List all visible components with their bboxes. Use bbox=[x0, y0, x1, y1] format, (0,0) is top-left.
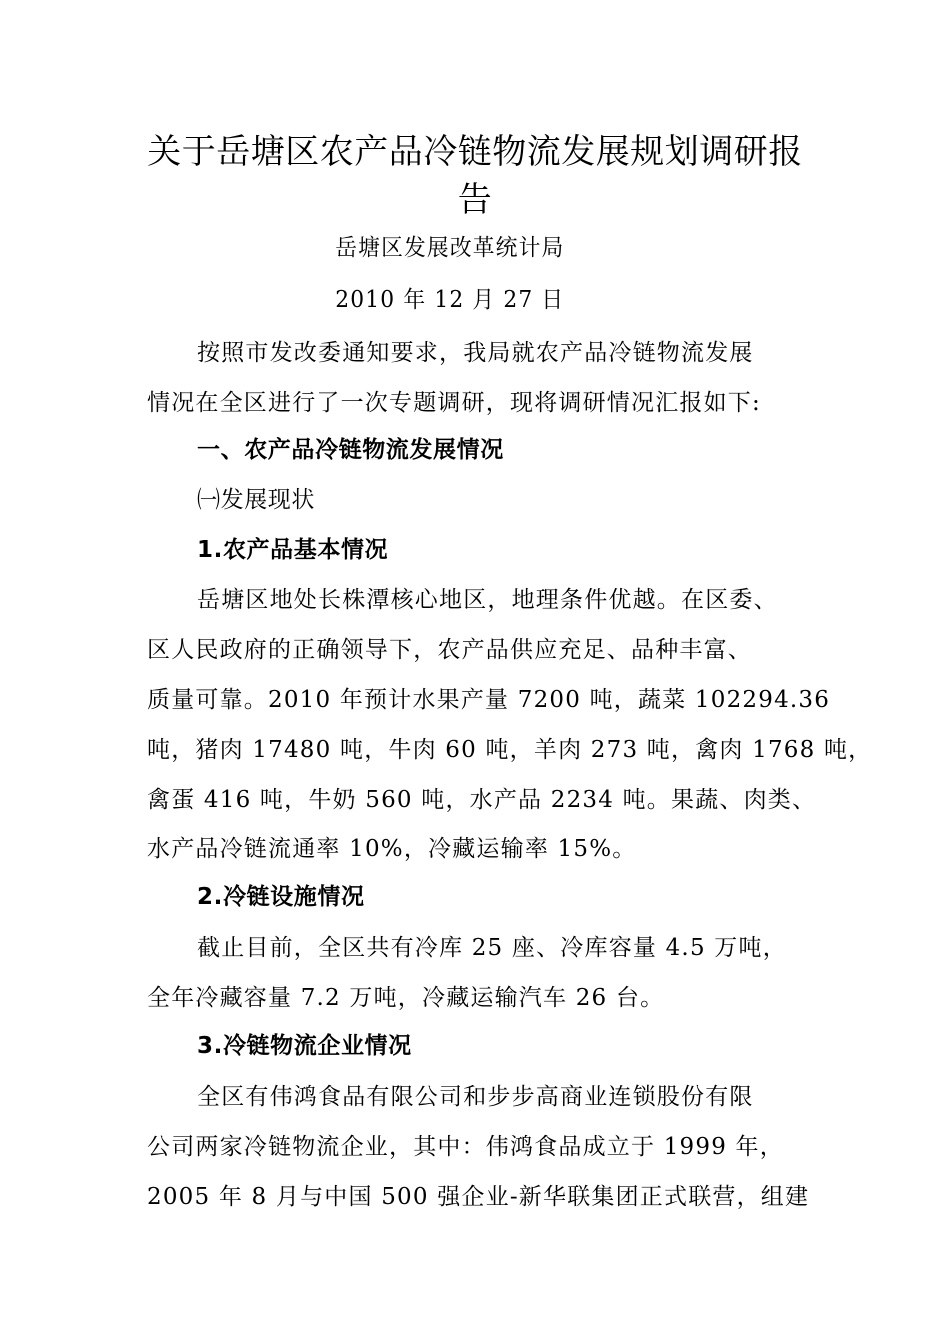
item3-line-2: 公司两家冷链物流企业，其中：伟鸿食品成立于 1999 年， bbox=[147, 1134, 784, 1160]
item1-line-3: 质量可靠。2010 年预计水果产量 7200 吨，蔬菜 102294.36 bbox=[147, 687, 831, 713]
intro-line-2: 情况在全区进行了一次专题调研，现将调研情况汇报如下: bbox=[147, 390, 761, 416]
item-heading-1: 1.农产品基本情况 bbox=[197, 537, 389, 563]
document-title-line-2: 告 bbox=[457, 180, 493, 220]
item-heading-3: 3.冷链物流企业情况 bbox=[197, 1033, 412, 1059]
section-heading-1: 一、农产品冷链物流发展情况 bbox=[197, 437, 504, 463]
item1-line-2: 区人民政府的正确领导下，农产品供应充足、品种丰富、 bbox=[147, 637, 752, 663]
document-title-line-1: 关于岳塘区农产品冷链物流发展规划调研报 bbox=[147, 132, 803, 172]
item3-line-1: 全区有伟鸿食品有限公司和步步高商业连锁股份有限 bbox=[197, 1084, 754, 1110]
issuer: 岳塘区发展改革统计局 bbox=[335, 235, 565, 261]
item-heading-2: 2.冷链设施情况 bbox=[197, 884, 365, 910]
item2-line-1: 截止目前，全区共有冷库 25 座、冷库容量 4.5 万吨， bbox=[197, 935, 787, 961]
item1-line-1: 岳塘区地处长株潭核心地区，地理条件优越。在区委、 bbox=[197, 587, 778, 613]
item1-line-5: 禽蛋 416 吨，牛奶 560 吨，水产品 2234 吨。果蔬、肉类、 bbox=[147, 787, 817, 813]
item3-line-3: 2005 年 8 月与中国 500 强企业-新华联集团正式联营，组建 bbox=[147, 1184, 810, 1210]
subsection-heading-1: ㈠发展现状 bbox=[197, 487, 315, 513]
document-date: 2010 年 12 月 27 日 bbox=[335, 287, 565, 313]
item2-line-2: 全年冷藏容量 7.2 万吨，冷藏运输汽车 26 台。 bbox=[147, 985, 665, 1011]
item1-line-6: 水产品冷链流通率 10%，冷藏运输率 15%。 bbox=[147, 836, 637, 862]
item1-line-4: 吨，猪肉 17480 吨，牛肉 60 吨，羊肉 273 吨，禽肉 1768 吨， bbox=[147, 737, 873, 763]
intro-line-1: 按照市发改委通知要求，我局就农产品冷链物流发展 bbox=[197, 340, 754, 366]
